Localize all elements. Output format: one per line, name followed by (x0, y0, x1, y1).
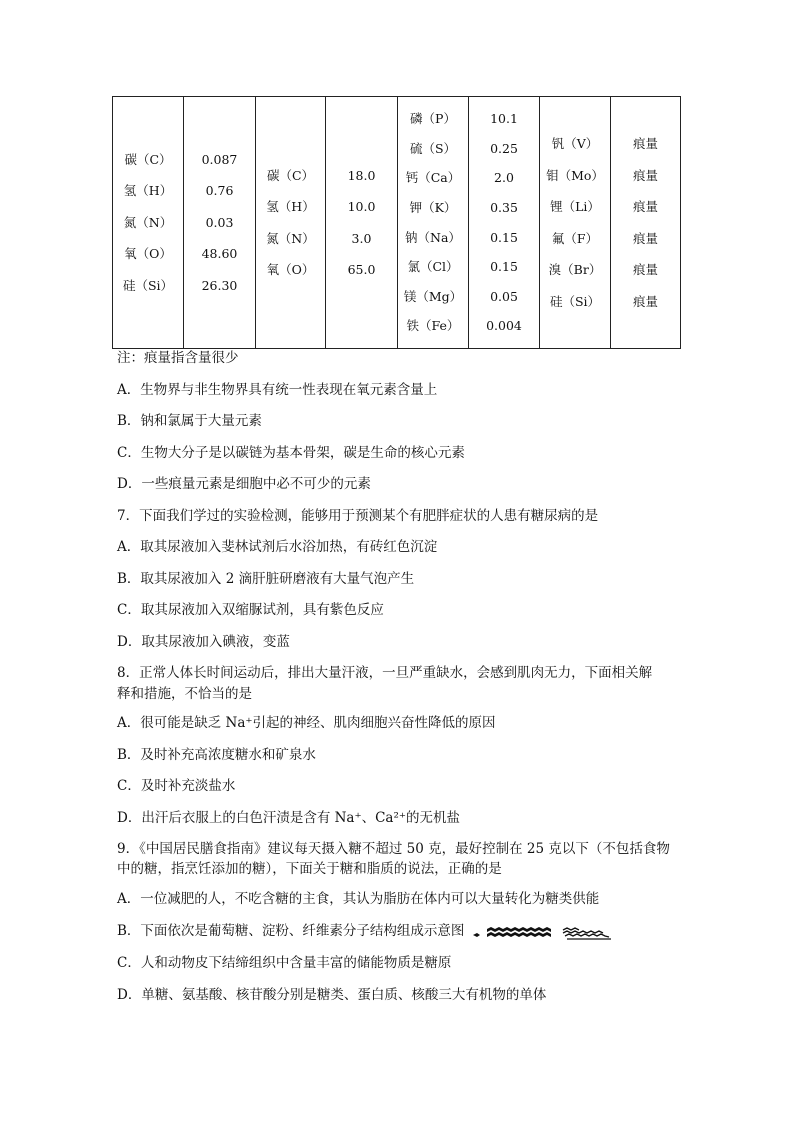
table-cell-text: 痕量 (632, 199, 658, 214)
q6-option-b: B．钠和氯属于大量元素 (117, 413, 262, 429)
q9-option-b-line (117, 921, 682, 942)
living-major-elements-cell (256, 97, 326, 349)
table-cell-text: 0.087 (201, 151, 238, 167)
table-cell-text: 钒（V） (551, 136, 599, 151)
q9-option-b: B．下面依次是葡萄糖、淀粉、纤维素分子结构组成示意图 (117, 923, 465, 939)
q7-option-d: D．取其尿液加入碘液，变蓝 (117, 634, 290, 650)
table-cell-text: 锂（Li） (550, 199, 600, 214)
table-cell-text: 钠（Na） (405, 229, 461, 245)
table-cell-text: 65.0 (347, 262, 376, 277)
table-cell-text: 碳（C） (124, 151, 172, 167)
cellulose-chain-icon (563, 928, 611, 939)
element-content-table (112, 96, 681, 349)
table-cell-text: 痕量 (632, 293, 658, 309)
q8-stem-line1: 8．正常人体长时间运动后，排出大量汗液，一旦严重缺水，会感到肌肉无力，下面相关解 (117, 665, 653, 681)
table-cell-text: 26.30 (201, 277, 238, 293)
living-major-values-cell (326, 97, 398, 349)
table-cell-text: 铁（Fe） (406, 318, 460, 334)
table-cell-text: 0.35 (490, 199, 518, 215)
table-cell-text: 0.76 (205, 183, 234, 199)
table-row (113, 97, 681, 349)
q9-stem-line1: 9．《中国居民膳食指南》建议每天摄入糖不超过 50 克，最好控制在 25 克以下（不包括食物 (117, 841, 670, 857)
table-cell-text: 0.05 (490, 288, 518, 304)
q8-option-c: C．及时补充淡盐水 (117, 778, 236, 794)
q6-option-d: D．一些痕量元素是细胞中必不可少的元素 (117, 476, 371, 492)
table-cell-text: 钙（Ca） (405, 170, 461, 186)
living-minor-elements-cell (398, 97, 469, 349)
table-cell-text: 钾（K） (409, 199, 457, 215)
trace-elements-cell (540, 97, 611, 349)
table-cell-text: 碳（C） (266, 167, 315, 183)
table-cell-text: 0.004 (486, 318, 522, 334)
trace-values-cell (611, 97, 681, 349)
table-cell-text: 氮（N） (266, 230, 315, 246)
starch-chain-icon (487, 927, 551, 937)
table-cell-text: 溴（Br） (548, 262, 602, 277)
table-cell-text: 氧（O） (266, 262, 315, 277)
table-cell-text: 48.60 (201, 246, 238, 262)
q7-option-a: A．取其尿液加入斐林试剂后水浴加热，有砖红色沉淀 (117, 539, 438, 555)
table-cell-text: 硅（Si） (122, 277, 174, 293)
table-cell-text: 0.15 (490, 259, 518, 275)
table-cell-text: 10.0 (347, 199, 376, 214)
q6-option-a: A．生物界与非生物界具有统一性表现在氧元素含量上 (117, 382, 438, 398)
q6-option-c: C．生物大分子是以碳链为基本骨架，碳是生命的核心元素 (117, 445, 465, 461)
table-cell-text: 磷（P） (410, 111, 456, 127)
table-cell-text: 硅（Si） (549, 293, 601, 309)
q9-option-c: C．人和动物皮下结缔组织中含量丰富的储能物质是糖原 (117, 955, 452, 971)
q7-option-c: C．取其尿液加入双缩脲试剂，具有紫色反应 (117, 602, 384, 618)
q9-option-d: D．单糖、氨基酸、核苷酸分别是糖类、蛋白质、核酸三大有机物的单体 (117, 987, 547, 1003)
table-cell-text: 氢（H） (266, 199, 315, 214)
table-cell-text: 0.15 (490, 229, 518, 245)
table-cell-text: 氯（Cl） (407, 259, 459, 275)
table-cell-text: 钼（Mo） (546, 167, 604, 183)
glucose-molecule-icon (473, 933, 480, 937)
table-note: 注：痕量指含量很少 (117, 350, 239, 366)
table-cell-text: 痕量 (632, 136, 658, 151)
table-cell-text: 镁（Mg） (403, 288, 463, 304)
table-cell-text: 痕量 (632, 167, 658, 183)
nonliving-values-cell (184, 97, 256, 349)
table-cell-text: 氧（O） (124, 246, 172, 262)
table-cell-text: 氢（H） (123, 183, 173, 199)
table-cell-text: 痕量 (632, 230, 658, 246)
table-cell-text: 18.0 (347, 167, 376, 183)
table-cell-text: 氟（F） (551, 230, 599, 246)
q7-option-b: B．取其尿液加入 2 滴肝脏研磨液有大量气泡产生 (117, 571, 415, 587)
q7-stem: 7．下面我们学过的实验检测，能够用于预测某个有肥胖症状的人患有糖尿病的是 (117, 508, 599, 524)
sugar-structure-diagram (471, 922, 619, 942)
q8-option-d: D．出汗后衣服上的白色汗渍是含有 Na⁺、Ca²⁺的无机盐 (117, 810, 461, 826)
q9-stem-line2: 中的糖，指烹饪添加的糖），下面关于糖和脂质的说法，正确的是 (117, 861, 502, 877)
table-cell-text: 0.25 (490, 140, 518, 156)
nonliving-elements-cell (113, 97, 184, 349)
q8-option-a: A．很可能是缺乏 Na⁺引起的神经、肌肉细胞兴奋性降低的原因 (117, 715, 496, 731)
table-cell-text: 3.0 (351, 230, 372, 246)
living-minor-values-cell (469, 97, 540, 349)
q8-stem-line2: 释和措施，不恰当的是 (117, 686, 252, 702)
table-cell-text: 2.0 (494, 170, 514, 186)
table-cell-text: 痕量 (632, 262, 658, 277)
table-cell-text: 硫（S） (409, 140, 457, 156)
table-cell-text: 0.03 (205, 214, 234, 230)
table-cell-text: 10.1 (490, 111, 518, 127)
q9-option-a: A．一位减肥的人，不吃含糖的主食，其认为脂肪在体内可以大量转化为糖类供能 (117, 891, 600, 907)
table-cell-text: 氮（N） (123, 214, 173, 230)
q8-option-b: B．及时补充高浓度糖水和矿泉水 (117, 747, 316, 763)
